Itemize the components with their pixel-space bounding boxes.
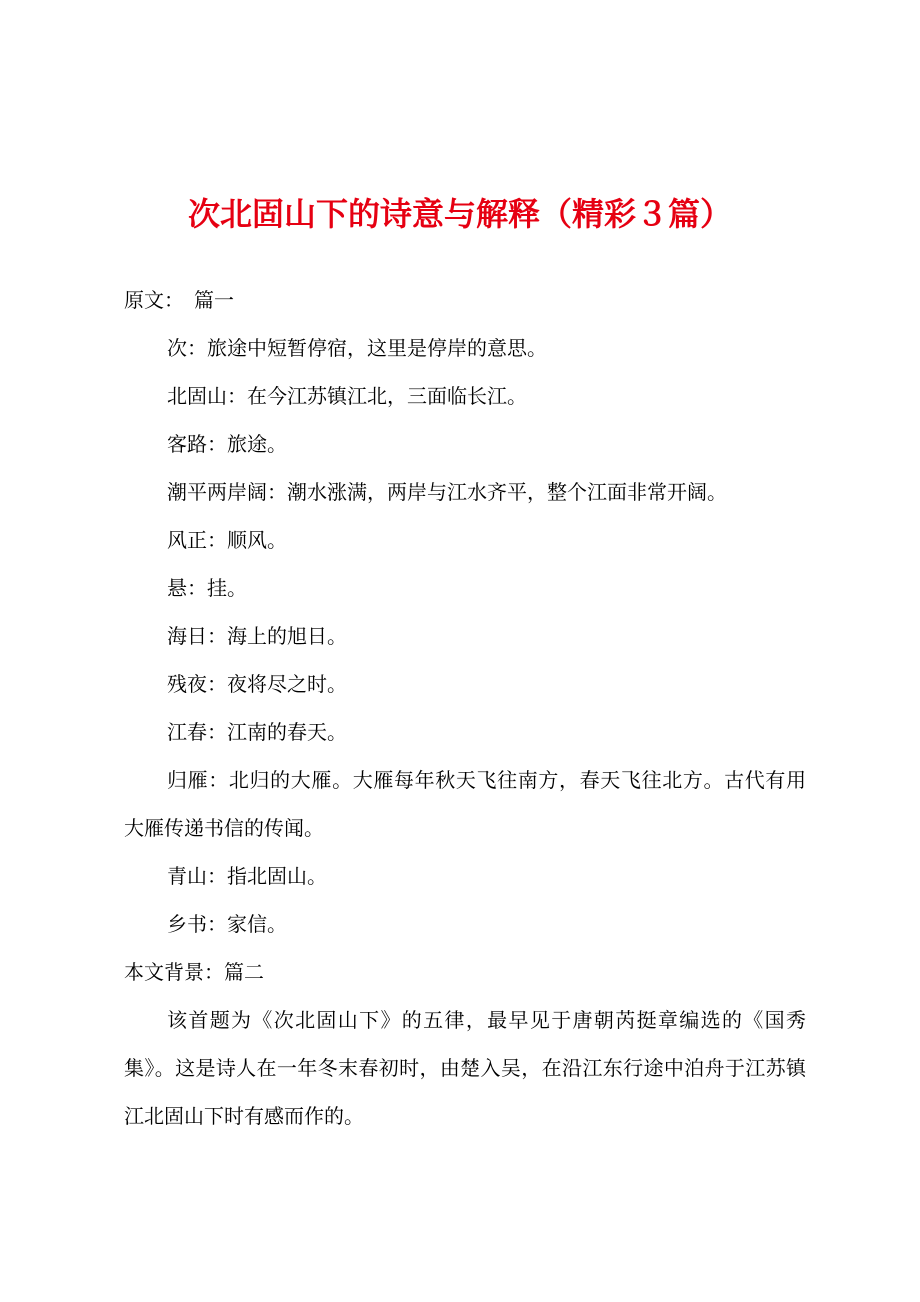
annotation-beigushan: 北固山：在今江苏镇江北，三面临长江。 bbox=[167, 384, 527, 408]
annotation-fengzheng: 风正：顺风。 bbox=[167, 528, 287, 552]
annotation-kelu: 客路：旅途。 bbox=[167, 432, 287, 456]
annotation-hairi: 海日：海上的旭日。 bbox=[167, 624, 347, 648]
annotation-ci: 次：旅途中短暂停宿，这里是停岸的意思。 bbox=[167, 336, 547, 360]
document-body bbox=[124, 276, 806, 1140]
section-heading-1: 原文： 篇一 bbox=[124, 288, 234, 312]
annotation-guiyan: 归雁：北归的大雁。大雁每年秋天飞往南方，春天飞往北方。古代有用大雁传递书信的传闻。 bbox=[124, 768, 806, 840]
annotation-xiangshu: 乡书：家信。 bbox=[167, 912, 287, 936]
section-heading-2: 本文背景：篇二 bbox=[124, 960, 264, 984]
annotation-jiangchun: 江春：江南的春天。 bbox=[167, 720, 347, 744]
annotation-chaoping: 潮平两岸阔：潮水涨满，两岸与江水齐平，整个江面非常开阔。 bbox=[167, 480, 727, 504]
annotation-qingshan: 青山：指北固山。 bbox=[167, 864, 327, 888]
background-paragraph: 该首题为《次北固山下》的五律，最早见于唐朝芮挺章编选的《国秀集》。这是诗人在一年冬末春初时，由楚入吴，在沿江东行途中泊舟于江苏镇江北固山下时有感而作的。 bbox=[124, 1008, 806, 1128]
annotation-canye: 残夜：夜将尽之时。 bbox=[167, 672, 347, 696]
document-title: 次北固山下的诗意与解释（精彩３篇） bbox=[187, 195, 732, 233]
annotation-xuan: 悬：挂。 bbox=[167, 576, 247, 600]
